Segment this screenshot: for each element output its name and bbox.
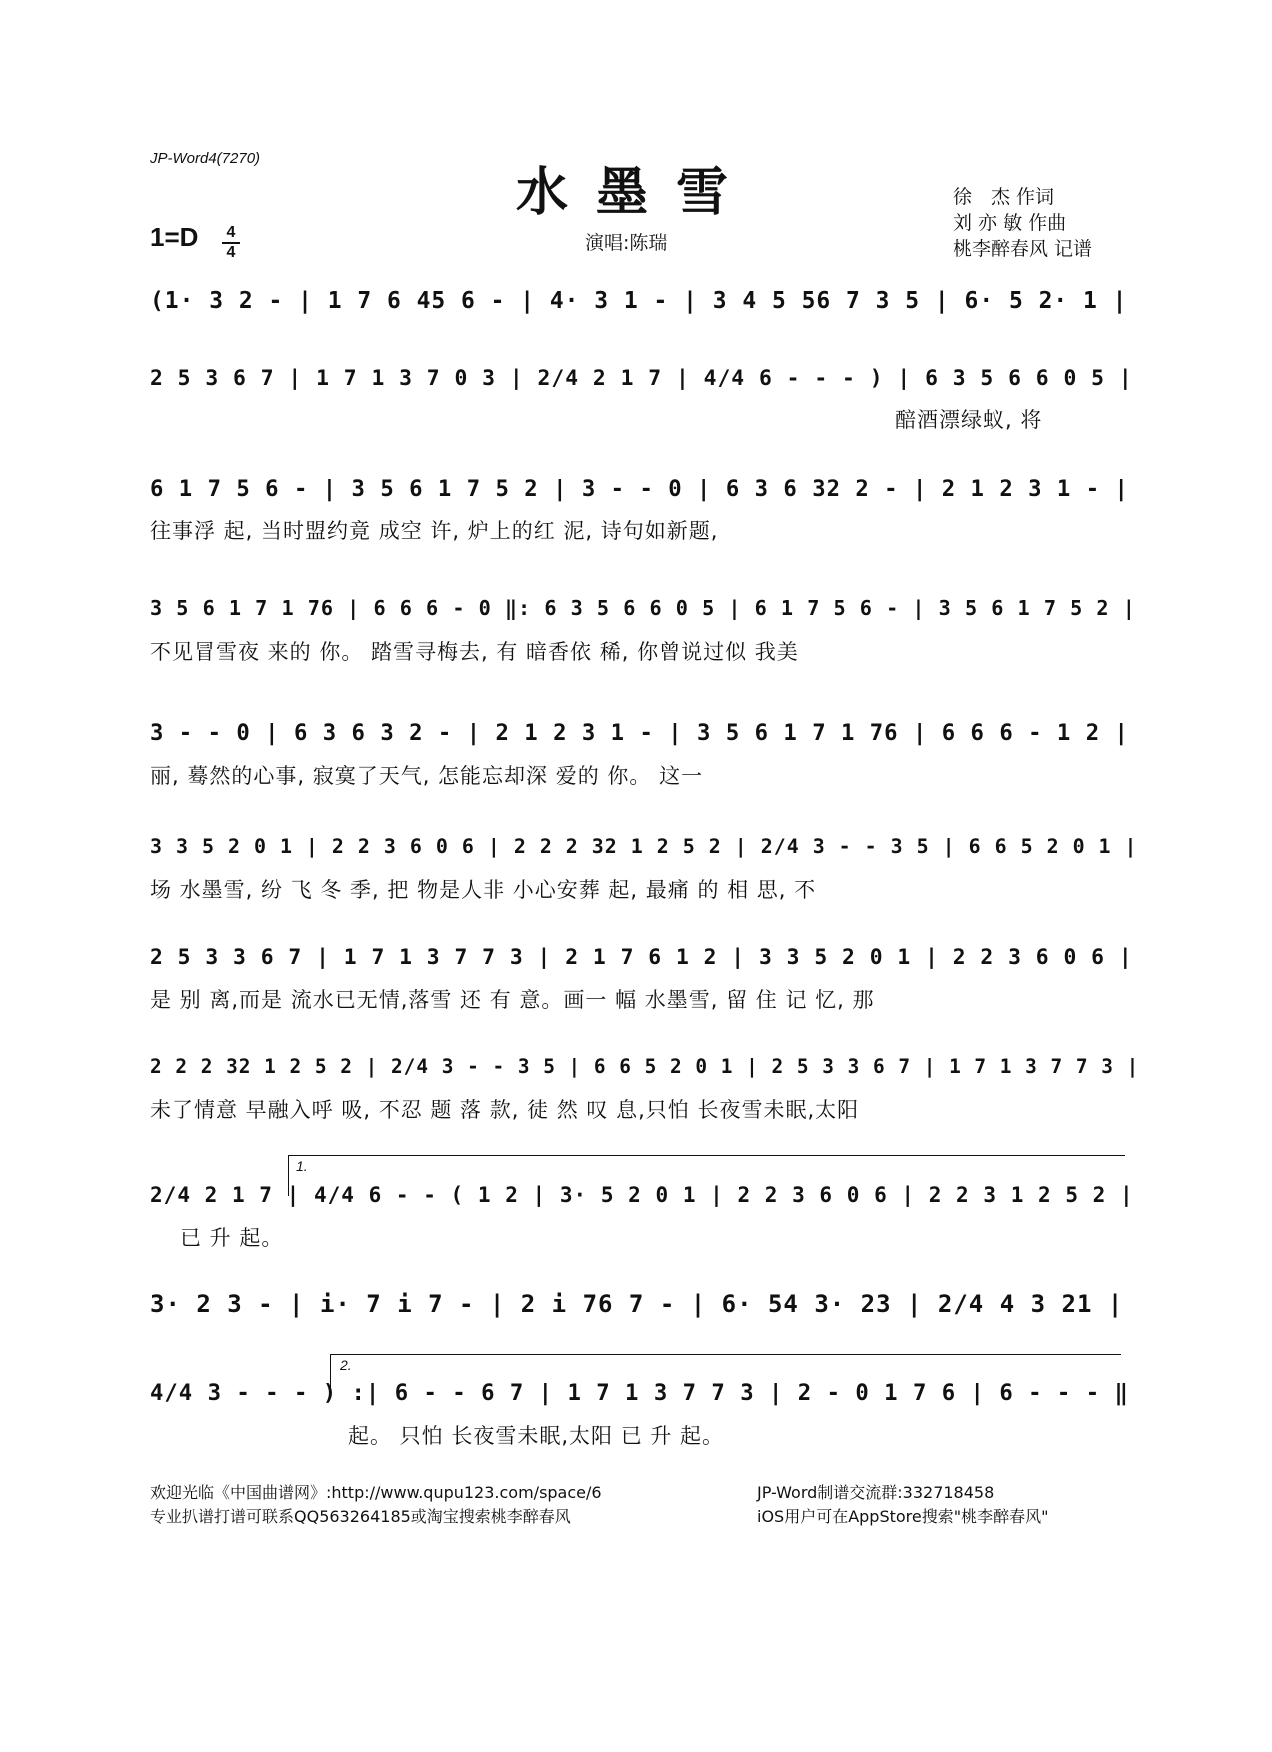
time-signature-bottom: 4 [222,242,240,262]
lyrics-row: 已 升 起。 [180,1226,284,1250]
footer-right-line2: iOS用户可在AppStore搜索"桃李醉春风" [757,1507,1049,1526]
song-title: 水墨雪 [515,162,756,223]
notation-row: 6 1 7 5 6 - | 3 5 6 1 7 5 2 | 3 - - 0 | 6 3 6 32 2 - | 2 1 2 3 1 - | [150,476,1129,502]
notation-row: 2/4 2 1 7 | 4/4 6 - - ( 1 2 | 3· 5 2 0 1 | 2 2 3 6 0 6 | 2 2 3 1 2 5 2 | [150,1182,1134,1207]
transcriber-credit: 桃李醉春风 记谱 [953,238,1093,260]
notation-row: 2 5 3 6 7 | 1 7 1 3 7 0 3 | 2/4 2 1 7 | 4/4 6 - - - ) | 6 3 5 6 6 0 5 | [150,366,1133,391]
lyrics-row: 往事浮 起, 当时盟约竟 成空 许, 炉上的红 泥, 诗句如新题, [150,519,719,543]
notation-row: 3 3 5 2 0 1 | 2 2 3 6 0 6 | 2 2 2 32 1 2 5 2 | 2/4 3 - - 3 5 | 6 6 5 2 0 1 | [150,835,1138,858]
lyricist-credit: 徐 杰 作词 [953,186,1055,208]
notation-row: 3· 2 3 - | i· 7 i 7 - | 2 i 76 7 - | 6· 54 3· 23 | 2/4 4 3 21 | [150,1290,1124,1318]
key-signature: 1=D [150,222,199,252]
lyrics-row: 醅酒漂绿蚁, 将 [895,408,1043,432]
footer-left-line1: 欢迎光临《中国曲谱网》:http://www.qupu123.com/space/6 [150,1483,602,1502]
notation-row: 2 5 3 3 6 7 | 1 7 1 3 7 7 3 | 2 1 7 6 1 2 | 3 3 5 2 0 1 | 2 2 3 6 0 6 | [150,945,1133,970]
composer-credit: 刘 亦 敏 作曲 [953,212,1067,234]
notation-row: (1· 3 2 - | 1 7 6 45 6 - | 4· 3 1 - | 3 4 5 56 7 3 5 | 6· 5 2· 1 | [150,288,1128,314]
footer-right-line1: JP-Word制谱交流群:332718458 [757,1483,995,1502]
footer-left-line2: 专业扒谱打谱可联系QQ563264185或淘宝搜索桃李醉春风 [150,1507,571,1526]
lyrics-row: 是 别 离,而是 流水已无情,落雪 还 有 意。画一 幅 水墨雪, 留 住 记 忆, 那 [150,988,875,1012]
lyrics-row: 起。 只怕 长夜雪未眠,太阳 已 升 起。 [348,1424,725,1448]
time-signature [222,224,240,262]
first-ending-label: 1. [296,1158,308,1174]
singer-credit: 演唱:陈瑞 [585,232,668,254]
lyrics-row: 丽, 蓦然的心事, 寂寞了天气, 怎能忘却深 爱的 你。 这一 [150,764,704,788]
credits [953,184,1092,262]
lyrics-row: 未了情意 早融入呼 吸, 不忍 题 落 款, 徒 然 叹 息,只怕 长夜雪未眠,太阳 [150,1098,860,1122]
notation-row: 3 - - 0 | 6 3 6 3 2 - | 2 1 2 3 1 - | 3 5 6 1 7 1 76 | 6 6 6 - 1 2 | [150,720,1129,746]
second-ending-label: 2. [340,1357,352,1373]
lyrics-row: 场 水墨雪, 纷 飞 冬 季, 把 物是人非 小心安葬 起, 最痛 的 相 思, 不 [150,878,817,902]
notation-row: 2 2 2 32 1 2 5 2 | 2/4 3 - - 3 5 | 6 6 5 2 0 1 | 2 5 3 3 6 7 | 1 7 1 3 7 7 3 | [150,1055,1140,1078]
lyrics-row: 不见冒雪夜 来的 你。 踏雪寻梅去, 有 暗香依 稀, 你曾说过似 我美 [150,640,799,664]
notation-row: 4/4 3 - - - ) :| 6 - - 6 7 | 1 7 1 3 7 7 3 | 2 - 0 1 7 6 | 6 - - - ‖ [150,1380,1129,1406]
notation-row: 3 5 6 1 7 1 76 | 6 6 6 - 0 ‖: 6 3 5 6 6 0 5 | 6 1 7 5 6 - | 3 5 6 1 7 5 2 | [150,596,1136,620]
time-signature-top: 4 [226,224,236,241]
software-label: JP-Word4(7270) [150,150,261,167]
